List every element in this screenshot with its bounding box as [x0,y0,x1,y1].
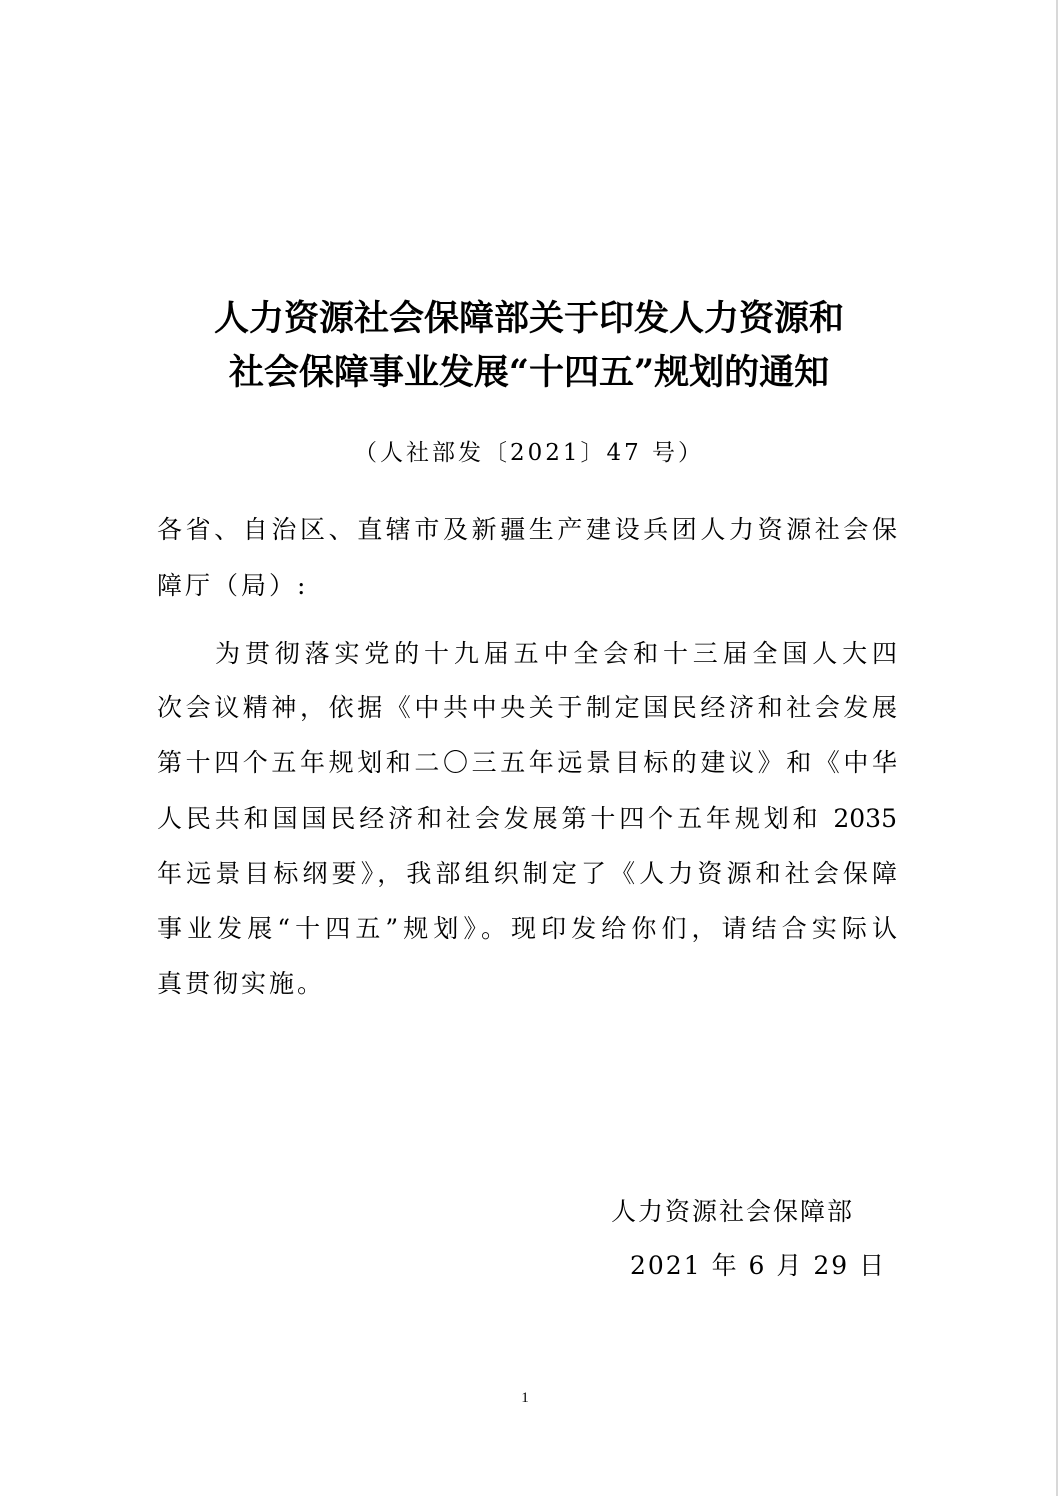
body-line: 年远景目标纲要》，我部组织制定了《人力资源和社会保障 [157,859,897,888]
body-line: 为贯彻落实党的十九届五中全会和十三届全国人大四 [215,639,897,668]
body-line: 次会议精神，依据《中共中央关于制定国民经济和社会发展 [157,693,897,722]
body-line: 事业发展“十四五”规划》。现印发给你们，请结合实际认 [157,914,897,943]
salutation-line-1: 各省、自治区、直辖市及新疆生产建设兵团人力资源社会保 [157,515,897,544]
document-number: （人社部发〔2021〕47 号） [353,440,705,466]
body-line: 人民共和国国民经济和社会发展第十四个五年规划和 2035 [157,804,897,833]
title-line-2: 社会保障事业发展“十四五”规划的通知 [228,352,830,393]
body-line: 真贯彻实施。 [157,969,326,998]
body-line: 第十四个五年规划和二〇三五年远景目标的建议》和《中华 [157,748,897,777]
title-line-1: 人力资源社会保障部关于印发人力资源和 [213,298,844,339]
salutation-line-2: 障厅（局）: [157,571,309,600]
signature-date: 2021 年 6 月 29 日 [630,1251,887,1280]
signature-organization: 人力资源社会保障部 [611,1197,855,1226]
page-number: 1 [521,1390,529,1406]
